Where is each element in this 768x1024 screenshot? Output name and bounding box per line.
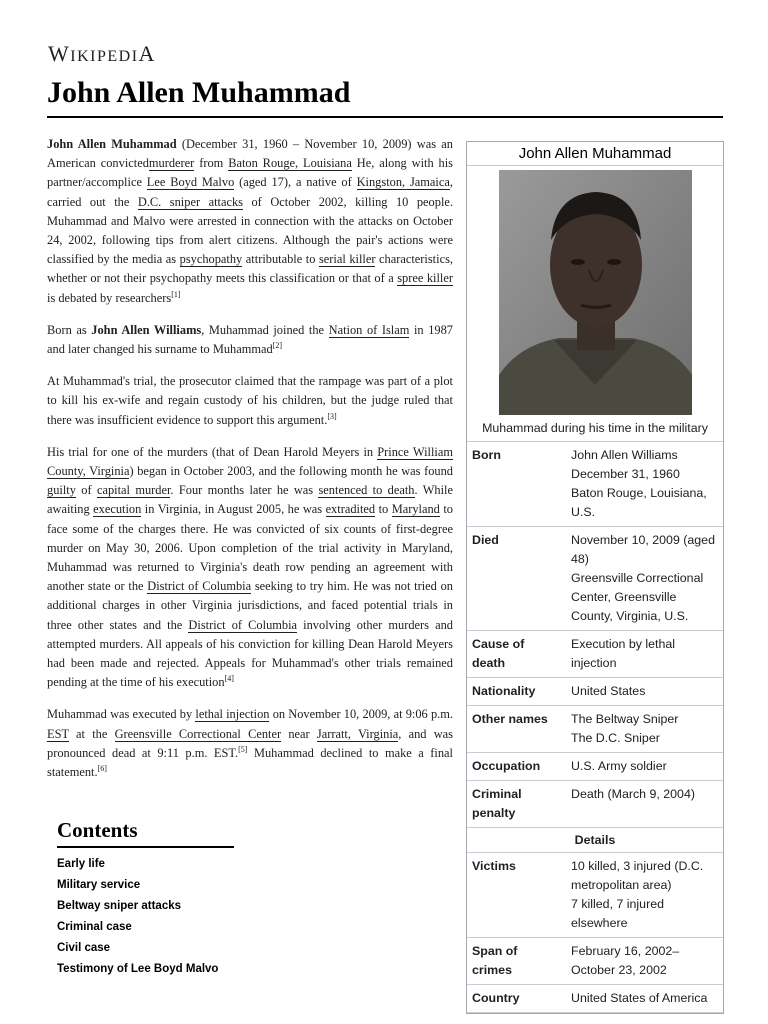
infobox-value-line: United States of America bbox=[571, 991, 708, 1005]
infobox-row bbox=[467, 706, 723, 753]
link-lethal-injection[interactable]: lethal injection bbox=[195, 707, 270, 722]
infobox-value-line: John Allen Williams bbox=[571, 448, 678, 462]
ref-1[interactable]: [1] bbox=[171, 289, 181, 299]
link-kingston[interactable]: Kingston, Jamaica bbox=[356, 175, 450, 190]
infobox-value-line: U.S. Army soldier bbox=[571, 759, 667, 773]
infobox-label: Cause of death bbox=[472, 637, 525, 670]
infobox-row bbox=[467, 781, 723, 828]
ref-6[interactable]: [6] bbox=[97, 763, 107, 773]
infobox-label: Died bbox=[472, 533, 499, 547]
ref-5[interactable]: [5] bbox=[238, 744, 248, 754]
infobox-label: Victims bbox=[472, 859, 516, 873]
paragraph-execution: Muhammad was executed by lethal injection on November 10, 2009, at 9:06 p.m. EST at the Greensville Correctional Center near Jarratt, Virginia, and was pronounced dead at 9:11 p.m. EST.[5] Muhammad declined to make a final statement.[6] bbox=[47, 707, 453, 780]
link-district-of-columbia[interactable]: District of Columbia bbox=[147, 579, 252, 594]
ref-4[interactable]: [4] bbox=[224, 674, 234, 684]
link-greensville-correctional-center[interactable]: Greensville Correctional Center bbox=[114, 726, 282, 741]
infobox-value bbox=[565, 986, 723, 1011]
link-psychopathy[interactable]: psychopathy bbox=[179, 252, 243, 267]
infobox-title: John Allen Muhammad bbox=[467, 142, 723, 166]
infobox-value bbox=[565, 854, 723, 936]
link-district-of-columbia-2[interactable]: District of Columbia bbox=[188, 617, 298, 632]
wikipedia-wordmark[interactable]: WIKIPEDIA bbox=[48, 41, 156, 66]
link-murderer[interactable]: murderer bbox=[148, 156, 195, 171]
infobox-label: Nationality bbox=[472, 684, 536, 698]
infobox-value-line: November 10, 2009 (aged 48) bbox=[571, 533, 715, 566]
portrait-photo[interactable] bbox=[499, 170, 692, 415]
ref-3[interactable]: [3] bbox=[327, 411, 337, 421]
contents-item[interactable]: Testimony of Lee Boyd Malvo bbox=[57, 963, 219, 975]
infobox-label: Criminal penalty bbox=[472, 787, 522, 820]
link-lee-boyd-malvo[interactable]: Lee Boyd Malvo bbox=[146, 175, 235, 190]
link-guilty[interactable]: guilty bbox=[47, 483, 76, 498]
infobox bbox=[466, 141, 724, 1014]
infobox-label: Span of crimes bbox=[472, 944, 518, 977]
link-execution[interactable]: execution bbox=[93, 502, 142, 517]
infobox-value-line: The Beltway Sniper bbox=[571, 712, 679, 726]
infobox-value bbox=[565, 632, 723, 676]
contents-item[interactable]: Civil case bbox=[57, 942, 111, 954]
contents-item[interactable]: Military service bbox=[57, 879, 141, 891]
infobox-detail-rows bbox=[467, 853, 723, 1013]
infobox-value bbox=[565, 939, 723, 983]
link-dc-sniper-attacks[interactable]: D.C. sniper attacks bbox=[137, 194, 243, 209]
paragraph-born: Born as John Allen Williams, Muhammad joined the Nation of Islam in 1987 and later changed his surname to Muhammad[2] bbox=[47, 322, 453, 357]
infobox-label: Other names bbox=[472, 712, 548, 726]
portrait-image bbox=[499, 170, 692, 415]
ref-2[interactable]: [2] bbox=[272, 340, 283, 350]
page bbox=[47, 0, 723, 1024]
infobox-value-line: United States bbox=[571, 684, 646, 698]
contents-item[interactable]: Beltway sniper attacks bbox=[57, 900, 182, 912]
article-body bbox=[47, 135, 453, 795]
infobox-label: Born bbox=[472, 448, 501, 462]
infobox-row bbox=[467, 678, 723, 706]
link-capital-murder[interactable]: capital murder bbox=[96, 483, 171, 498]
link-baton-rouge[interactable]: Baton Rouge, Louisiana bbox=[228, 156, 352, 171]
paragraph-trial: At Muhammad's trial, the prosecutor claimed that the rampage was part of a plot to kill his ex-wife and regain custody of his children, but the judge ruled that there was insufficient evidence to support this argument.[3] bbox=[47, 374, 453, 427]
infobox-row bbox=[467, 527, 723, 631]
infobox-value-line: February 16, 2002– bbox=[571, 944, 680, 958]
link-nation-of-islam[interactable]: Nation of Islam bbox=[328, 322, 410, 337]
infobox-row bbox=[467, 853, 723, 938]
subject-name: John Allen Muhammad bbox=[47, 137, 177, 151]
infobox-value-line: 10 killed, 3 injured (D.C. metropolitan area) bbox=[571, 859, 704, 892]
infobox-value-line: Greensville Correctional Center, Greensville County, Virginia, U.S. bbox=[571, 571, 704, 623]
infobox-value bbox=[565, 443, 723, 525]
infobox-value-line: Baton Rouge, Louisiana, U.S. bbox=[571, 486, 707, 519]
infobox-label: Occupation bbox=[472, 759, 541, 773]
infobox-value bbox=[565, 782, 723, 826]
photo-caption: Muhammad during his time in the military bbox=[467, 415, 723, 442]
infobox-value-line: Execution by lethal injection bbox=[571, 637, 676, 670]
infobox-value-line: Death (March 9, 2004) bbox=[571, 787, 695, 801]
contents-item[interactable]: Early life bbox=[57, 858, 105, 870]
infobox-row bbox=[467, 985, 723, 1013]
birth-name: John Allen Williams bbox=[91, 322, 202, 337]
link-prince-william-county[interactable]: Prince William County, Virginia bbox=[47, 444, 453, 479]
infobox-value-line: December 31, 1960 bbox=[571, 467, 680, 481]
link-extradited[interactable]: extradited bbox=[325, 502, 376, 517]
infobox-value-line: 7 killed, 7 injured elsewhere bbox=[571, 897, 664, 930]
infobox-row bbox=[467, 938, 723, 985]
infobox-row bbox=[467, 753, 723, 781]
link-est[interactable]: EST bbox=[47, 726, 69, 741]
infobox-value bbox=[565, 679, 723, 704]
link-serial-killer[interactable]: serial killer bbox=[318, 252, 376, 267]
contents-title: Contents bbox=[57, 818, 234, 848]
infobox-value bbox=[565, 754, 723, 779]
link-spree-killer[interactable]: spree killer bbox=[397, 271, 454, 286]
infobox-row bbox=[467, 442, 723, 527]
paragraph-murder-trial: His trial for one of the murders (that of Dean Harold Meyers in Prince William County, Virginia) began in October 2003, and the following month he was found guilty of capital murder. Four months later he was sentenced to death. While awaiting execution in Virginia, in August 2005, he was extradited to Maryland to face some of the charges there. He was convicted of six counts of first-degree murder on May 30, 2006. Upon completion of the trial activity in Maryland, Muhammad was returned to Virginia's death row pending an agreement with another state or the District of Columbia seeking to try him. He was not tried on additional charges in other Virginia jurisdictions, and faced potential trials in three other states and the District of Columbia involving other murders and attempted murders. All appeals of his conviction for killing Dean Harold Meyers had been made and rejected. Appeals for Muhammad's other trials remained pending at the time of his execution[4] bbox=[47, 444, 454, 690]
link-jarratt-virginia[interactable]: Jarratt, Virginia bbox=[316, 726, 399, 741]
infobox-label: Country bbox=[472, 991, 520, 1005]
details-header: Details bbox=[467, 828, 723, 853]
infobox-value-line: The D.C. Sniper bbox=[571, 731, 660, 745]
infobox-value-line: October 23, 2002 bbox=[571, 963, 667, 977]
contents-item[interactable]: Criminal case bbox=[57, 921, 132, 933]
page-title: John Allen Muhammad bbox=[47, 76, 351, 109]
infobox-value bbox=[565, 707, 723, 751]
paragraph-intro: John Allen Muhammad (December 31, 1960 – November 10, 2009) was an American convictedmurderer from Baton Rouge, Louisiana He, along with his partner/accomplice Lee Boyd Malvo (aged 17), a native of Kingston, Jamaica, carried out the D.C. sniper attacks of October 2002, killing 10 people. Muhammad and Malvo were arrested in connection with the attacks on October 24, 2002, following tips from alert citizens. Although the pair's actions were classified by the media as psychopathy attributable to serial killer characteristics, whether or not their psychopathy meets this classification or that of a spree killer is debated by researchers[1] bbox=[47, 137, 454, 305]
link-sentenced-to-death[interactable]: sentenced to death bbox=[318, 483, 415, 498]
infobox-value bbox=[565, 528, 723, 629]
infobox-row bbox=[467, 631, 723, 678]
contents-list bbox=[57, 854, 277, 980]
table-of-contents bbox=[57, 818, 277, 980]
infobox-rows bbox=[467, 442, 723, 828]
title-divider bbox=[47, 116, 723, 118]
link-maryland[interactable]: Maryland bbox=[391, 502, 440, 517]
